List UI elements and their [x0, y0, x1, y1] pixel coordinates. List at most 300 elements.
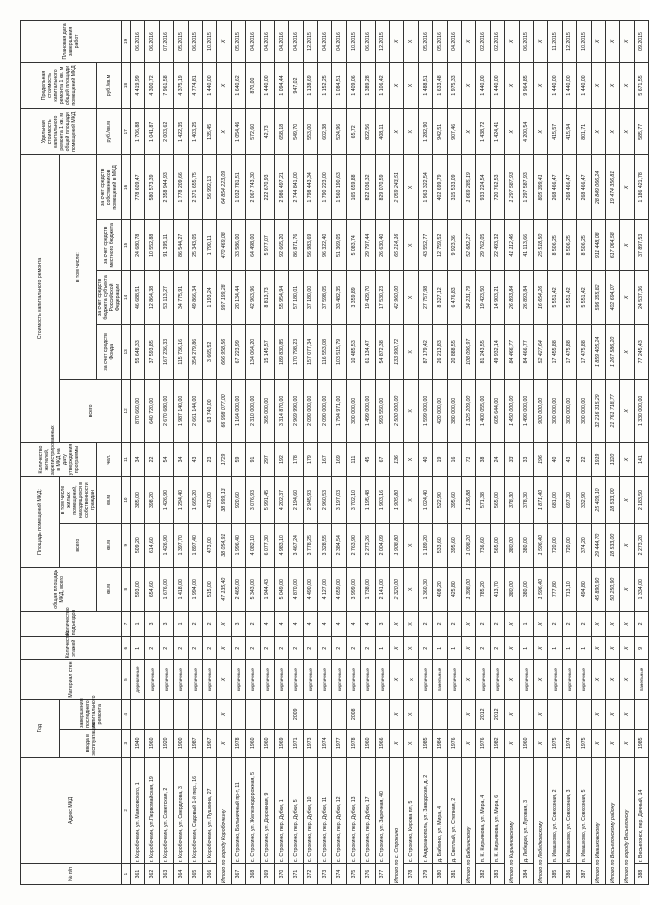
- table-cell: 34 231,79: [461, 271, 475, 324]
- table-cell: 135,45: [202, 109, 216, 155]
- table-cell: 2 986 497,21: [274, 155, 288, 220]
- table-cell: 997 199,28: [217, 271, 231, 324]
- table-cell: 365 000,00: [260, 380, 274, 443]
- table-cell: 3: [145, 611, 159, 636]
- table-cell: кирпичные: [289, 660, 303, 699]
- table-cell: X: [404, 271, 418, 324]
- table-cell: X: [404, 155, 418, 220]
- table-cell: 3 076,93: [246, 477, 260, 523]
- table-cell: кирпичные: [174, 660, 188, 699]
- table-cell: X: [605, 109, 619, 155]
- table-cell: 2: [289, 637, 303, 660]
- table-cell: 1 426,90: [159, 477, 173, 523]
- table-cell: 2: [433, 611, 447, 636]
- subtotal-row: [390, 21, 404, 885]
- table-cell: 38: [476, 442, 490, 477]
- table-cell: 654,60: [145, 567, 159, 611]
- table-cell: 17 455,88: [548, 324, 562, 380]
- table-cell: 1 136,88: [461, 477, 475, 523]
- subtotal-row: [461, 21, 475, 885]
- table-cell: 4: [289, 611, 303, 636]
- table-cell: 494,80: [577, 567, 591, 611]
- table-row: [404, 21, 418, 885]
- table-cell: 1920: [159, 729, 173, 757]
- table-cell: 2: [159, 637, 173, 660]
- table-cell: 167: [318, 442, 332, 477]
- address-cell: г. Коробочкин, Садовый 1-й пер., 16: [188, 757, 202, 864]
- table-cell: 1: [375, 637, 389, 660]
- header-cost-total: всего: [60, 380, 122, 443]
- table-cell: 29 444,70: [591, 523, 605, 567]
- table-cell: 380,00: [505, 567, 519, 611]
- table-cell: [303, 699, 317, 729]
- table-cell: 115 736,16: [174, 324, 188, 380]
- table-cell: 7 961,58: [159, 62, 173, 108]
- table-cell: [519, 699, 533, 729]
- table-cell: 20 888,55: [447, 324, 461, 380]
- table-cell: 658,18: [274, 109, 288, 155]
- table-cell: 92 665,20: [274, 220, 288, 271]
- table-cell: X: [533, 109, 547, 155]
- table-cell: X: [505, 611, 519, 636]
- table-cell: 1 400 055,00: [476, 380, 490, 443]
- table-cell: 2 003,62: [159, 109, 173, 155]
- table-cell: [375, 699, 389, 729]
- table-cell: 1 440,00: [476, 62, 490, 108]
- table-cell: 777,80: [548, 567, 562, 611]
- table-cell: 1971: [289, 729, 303, 757]
- table-cell: 522,90: [433, 477, 447, 523]
- table-cell: X: [620, 523, 634, 567]
- table-cell: 383: [490, 864, 504, 885]
- table-cell: 1 193,24: [202, 271, 216, 324]
- table-cell: 1 596,40: [533, 523, 547, 567]
- table-cell: 1 903,16: [375, 477, 389, 523]
- table-cell: 116 553,08: [318, 324, 332, 380]
- table-cell: X: [404, 109, 418, 155]
- table-cell: 53 113,27: [159, 271, 173, 324]
- table-cell: 2 067 743,30: [246, 155, 260, 220]
- table-cell: 21 761 718,77: [605, 380, 619, 443]
- table-cell: 06.2016: [361, 21, 375, 63]
- table-cell: 375: [346, 864, 360, 885]
- table-cell: 15 145,57: [260, 324, 274, 380]
- header-area-rooms-living: в том числе жилых помещений, находящихся в собственности граждан: [60, 477, 97, 523]
- table-cell: 382: [476, 864, 490, 885]
- table-cell: 2 969 990,00: [289, 380, 303, 443]
- subtotal-row: [533, 21, 547, 885]
- table-cell: 77 245,43: [634, 324, 648, 380]
- table-cell: 2 744 841,00: [289, 155, 303, 220]
- table-cell: X: [404, 729, 418, 757]
- table-cell: 605 644,00: [490, 380, 504, 443]
- header-area-rooms: Площадь помещений МКД:: [21, 477, 60, 567]
- table-cell: X: [605, 660, 619, 699]
- table-cell: 29 762,05: [476, 220, 490, 271]
- table-cell: X: [404, 62, 418, 108]
- table-cell: кирпичные: [346, 660, 360, 699]
- table-cell: 12.2015: [303, 21, 317, 63]
- table-cell: 720 762,53: [490, 155, 504, 220]
- table-cell: X: [461, 699, 475, 729]
- header-cost-federal: за счет средств бюджета субъекта Российской Федерации: [97, 271, 122, 324]
- column-number: 18: [122, 62, 131, 108]
- table-cell: 402 699,79: [433, 155, 447, 220]
- table-cell: X: [390, 729, 404, 757]
- table-cell: 4 127,00: [318, 567, 332, 611]
- table-cell: 54 872,38: [375, 324, 389, 380]
- rotated-table-container: [20, 20, 645, 885]
- table-cell: 300 000,00: [562, 380, 576, 443]
- table-cell: X: [404, 567, 418, 611]
- table-cell: 380,00: [505, 523, 519, 567]
- unit-people: чел.: [97, 442, 122, 477]
- table-cell: 40: [418, 442, 432, 477]
- header-num: № п/п: [21, 864, 122, 885]
- table-cell: 822,56: [361, 109, 375, 155]
- table-cell: 1919: [591, 442, 605, 477]
- table-cell: 1 676,00: [159, 567, 173, 611]
- table-row: [303, 21, 317, 885]
- table-cell: 1: [174, 611, 188, 636]
- header-entrances: Количество подъездов: [21, 611, 122, 636]
- header-walls: Материал стен: [21, 660, 122, 699]
- table-cell: 2: [577, 611, 591, 636]
- header-year: Год: [21, 699, 60, 757]
- table-cell: 2 273,26: [361, 523, 375, 567]
- table-cell: 42 963,96: [246, 271, 260, 324]
- table-cell: 413,70: [490, 567, 504, 611]
- table-cell: 553,00: [303, 109, 317, 155]
- table-cell: 1 440,00: [548, 62, 562, 108]
- table-cell: 1 186 421,78: [634, 155, 648, 220]
- table-cell: X: [505, 637, 519, 660]
- table-cell: 41 113,66: [519, 220, 533, 271]
- table-cell: [260, 699, 274, 729]
- table-cell: 8 327,12: [433, 271, 447, 324]
- table-cell: 1940: [131, 729, 145, 757]
- table-cell: 1 426,90: [159, 523, 173, 567]
- table-cell: 12.2015: [562, 21, 576, 63]
- table-cell: 19 474 356,81: [605, 155, 619, 220]
- column-number: 15: [122, 220, 131, 271]
- table-cell: 05.2016: [418, 21, 432, 63]
- table-cell: 2: [476, 637, 490, 660]
- address-cell: п. Ивашково, ул. Совхозная, 3: [562, 757, 576, 864]
- table-cell: 1: [447, 637, 461, 660]
- table-cell: 1 297 587,93: [519, 155, 533, 220]
- table-cell: 06.2016: [145, 21, 159, 63]
- table-cell: X: [217, 729, 231, 757]
- table-cell: 1 418,00: [174, 567, 188, 611]
- table-cell: 2 371 655,75: [188, 155, 202, 220]
- table-cell: X: [390, 637, 404, 660]
- table-cell: 5 083,74: [346, 220, 360, 271]
- table-row: [332, 21, 346, 885]
- table-row: [634, 21, 648, 885]
- table-cell: кирпичные: [260, 660, 274, 699]
- table-cell: X: [404, 380, 418, 443]
- column-number: 16: [122, 155, 131, 220]
- table-cell: 16: [447, 442, 461, 477]
- table-cell: 395,60: [447, 523, 461, 567]
- table-cell: [447, 699, 461, 729]
- table-cell: 1 488,51: [418, 62, 432, 108]
- table-cell: X: [620, 477, 634, 523]
- table-cell: 2: [490, 637, 504, 660]
- header-planned-date: Плановая дата завершения работ: [21, 21, 122, 63]
- table-cell: 1 794 971,00: [332, 380, 346, 443]
- table-cell: 49 866,34: [188, 271, 202, 324]
- table-cell: 3 702,10: [346, 477, 360, 523]
- table-cell: 398,20: [145, 477, 159, 523]
- table-cell: 3 328,55: [318, 523, 332, 567]
- table-cell: 2 945,93: [303, 477, 317, 523]
- table-cell: 5 049,00: [274, 567, 288, 611]
- table-cell: 470 469,08: [217, 220, 231, 271]
- table-cell: 596 355,82: [591, 271, 605, 324]
- table-cell: 27 757,98: [418, 271, 432, 324]
- subtotal-label: Итого по городу Весьегонску: [620, 757, 634, 884]
- table-cell: 54: [159, 442, 173, 477]
- table-cell: 1 054,46: [231, 109, 245, 155]
- table-cell: панельные: [433, 660, 447, 699]
- table-cell: 387: [577, 864, 591, 885]
- table-cell: 1 389,28: [361, 62, 375, 108]
- table-row: [202, 21, 216, 885]
- table-cell: 157 077,34: [303, 324, 317, 380]
- table-cell: 408,20: [433, 567, 447, 611]
- table-cell: 06.2016: [131, 21, 145, 63]
- table-cell: X: [505, 21, 519, 63]
- table-row: [159, 21, 173, 885]
- table-cell: X: [533, 21, 547, 63]
- table-cell: 1985: [634, 729, 648, 757]
- table-cell: 1978: [346, 729, 360, 757]
- address-cell: п. Ивашково, ул. Совхозная, 2: [548, 757, 562, 864]
- table-cell: 1987: [188, 729, 202, 757]
- table-row: [548, 21, 562, 885]
- table-cell: 26 213,83: [433, 324, 447, 380]
- table-cell: X: [404, 611, 418, 636]
- table-cell: [231, 699, 245, 729]
- table-cell: 368: [246, 864, 260, 885]
- table-cell: 2 183,50: [634, 477, 648, 523]
- subtotal-label: Итого по Ивашковскому: [591, 757, 605, 884]
- header-cost-owners: за счет средств собственников помещений в МКД: [97, 155, 122, 220]
- table-cell: 4 983,10: [274, 523, 288, 567]
- address-cell: п. Ивашково, ул. Совхозная, 5: [577, 757, 591, 864]
- table-cell: 1 963 322,54: [418, 155, 432, 220]
- table-cell: X: [404, 660, 418, 699]
- table-cell: 67 223,99: [231, 324, 245, 380]
- address-cell: г. Коробочкин, ул. Советская, 2: [159, 757, 173, 864]
- unit-sqm-1: кв.м: [97, 567, 122, 611]
- table-cell: 4 870,00: [289, 567, 303, 611]
- table-row: [131, 21, 145, 885]
- table-cell: 1 440,00: [202, 62, 216, 108]
- table-cell: кирпичные: [577, 660, 591, 699]
- table-cell: 37 598,05: [318, 271, 332, 324]
- table-cell: 386: [562, 864, 576, 885]
- table-cell: кирпичные: [375, 660, 389, 699]
- table-cell: 315 533,09: [447, 155, 461, 220]
- table-cell: 1 084,51: [332, 62, 346, 108]
- table-cell: X: [591, 62, 605, 108]
- table-cell: 1969: [274, 729, 288, 757]
- table-cell: 1 706,88: [131, 109, 145, 155]
- table-cell: 2 763,90: [346, 523, 360, 567]
- table-cell: 2: [202, 637, 216, 660]
- table-cell: 1 738,00: [361, 567, 375, 611]
- table-cell: 4 774,81: [188, 62, 202, 108]
- table-cell: 805 399,41: [533, 155, 547, 220]
- table-cell: 66 998 077,00: [217, 380, 231, 443]
- table-cell: 22: [577, 442, 591, 477]
- table-cell: X: [620, 729, 634, 757]
- table-cell: 91 395,11: [159, 220, 173, 271]
- table-cell: 388: [634, 864, 648, 885]
- table-cell: 65,72: [346, 109, 360, 155]
- table-cell: 1: [519, 637, 533, 660]
- table-cell: X: [461, 21, 475, 63]
- table-cell: 2 500 000,00: [390, 380, 404, 443]
- table-cell: 2: [274, 637, 288, 660]
- table-cell: 378,30: [505, 477, 519, 523]
- table-cell: 1976: [447, 729, 461, 757]
- table-cell: 10 552,88: [145, 220, 159, 271]
- table-cell: 26 630,40: [375, 220, 389, 271]
- table-cell: 3: [375, 611, 389, 636]
- table-cell: 920,60: [231, 477, 245, 523]
- table-cell: 24 680,78: [131, 220, 145, 271]
- subtotal-row: [605, 21, 619, 885]
- column-number: 7: [122, 611, 131, 636]
- table-cell: 11.2015: [548, 21, 562, 63]
- table-cell: 50 250,90: [605, 567, 619, 611]
- table-cell: X: [591, 637, 605, 660]
- table-cell: 24: [490, 442, 504, 477]
- table-cell: 5 551,42: [548, 271, 562, 324]
- address-cell: с. Строкино, пер. Дубки, 12: [332, 757, 346, 864]
- address-cell: г. Весьегонск, пер. Дачный, 14: [634, 757, 648, 864]
- table-cell: 04.2016: [332, 21, 346, 63]
- table-cell: 370: [274, 864, 288, 885]
- table-cell: X: [217, 21, 231, 63]
- table-cell: 365: [188, 864, 202, 885]
- table-cell: 900 000,00: [533, 380, 547, 443]
- table-row: [490, 21, 504, 885]
- table-cell: 2 320,00: [390, 567, 404, 611]
- table-cell: 2: [246, 611, 260, 636]
- table-cell: 37 897,53: [634, 220, 648, 271]
- table-cell: 408,11: [375, 109, 389, 155]
- table-cell: 1 438,72: [476, 109, 490, 155]
- table-cell: 178: [289, 442, 303, 477]
- table-cell: 785,20: [476, 567, 490, 611]
- table-cell: 65 214,16: [390, 220, 404, 271]
- table-cell: 192: [274, 442, 288, 477]
- table-cell: 37 593,85: [145, 324, 159, 380]
- table-cell: 2: [490, 611, 504, 636]
- table-cell: кирпичные: [159, 660, 173, 699]
- table-cell: 385: [548, 864, 562, 885]
- table-cell: 179: [303, 442, 317, 477]
- table-cell: 4: [332, 611, 346, 636]
- table-cell: X: [217, 660, 231, 699]
- table-cell: 1 152,25: [318, 62, 332, 108]
- table-cell: 778 609,47: [131, 155, 145, 220]
- table-cell: X: [505, 660, 519, 699]
- address-cell: с. Строкино, пер. Дубки, 13: [346, 757, 360, 864]
- table-cell: 376: [361, 864, 375, 885]
- subtotal-label: Итого по городу Коробочкину: [217, 757, 231, 884]
- table-cell: 617 064,58: [605, 220, 619, 271]
- table-cell: 1 996,40: [231, 523, 245, 567]
- table-cell: кирпичные: [202, 660, 216, 699]
- table-cell: X: [533, 62, 547, 108]
- table-cell: 364: [174, 864, 188, 885]
- table-cell: 2: [346, 637, 360, 660]
- table-cell: X: [404, 637, 418, 660]
- table-cell: 379: [418, 864, 432, 885]
- table-cell: [274, 699, 288, 729]
- table-cell: 10.2015: [202, 21, 216, 63]
- table-row: [246, 21, 260, 885]
- table-cell: 1 908,80: [390, 523, 404, 567]
- column-number-row: [122, 21, 131, 885]
- address-cell: с. Строкино, ул. Заречная, 40: [375, 757, 389, 864]
- table-cell: X: [217, 699, 231, 729]
- table-cell: [361, 699, 375, 729]
- table-cell: [246, 699, 260, 729]
- table-cell: 4 659,00: [332, 567, 346, 611]
- table-cell: X: [533, 699, 547, 729]
- table-cell: 713,10: [562, 567, 576, 611]
- table-cell: X: [404, 477, 418, 523]
- table-cell: X: [461, 729, 475, 757]
- table-cell: 911 448,08: [591, 220, 605, 271]
- table-cell: 1 334,00: [634, 567, 648, 611]
- table-cell: 26 893,84: [505, 271, 519, 324]
- table-body: [131, 21, 649, 885]
- column-number: 12: [122, 380, 131, 443]
- table-cell: 2: [303, 637, 317, 660]
- table-cell: 1 778 209,66: [174, 155, 188, 220]
- table-row: [577, 21, 591, 885]
- table-cell: 585,77: [634, 109, 648, 155]
- table-cell: 2012: [490, 699, 504, 729]
- table-cell: 3 359,89: [346, 271, 360, 324]
- table-cell: X: [217, 637, 231, 660]
- table-cell: 38 054,91: [217, 523, 231, 567]
- table-cell: 1 633,48: [433, 62, 447, 108]
- table-cell: 1 440,00: [577, 62, 591, 108]
- table-cell: 05.2015: [231, 21, 245, 63]
- table-cell: 2: [447, 611, 461, 636]
- table-cell: 1 094,44: [274, 62, 288, 108]
- table-row: [145, 21, 159, 885]
- table-cell: 1 360,30: [418, 567, 432, 611]
- table-cell: 59: [231, 442, 245, 477]
- table-cell: 1 897,40: [188, 523, 202, 567]
- table-cell: 63 740,00: [202, 380, 216, 443]
- table-cell: 473,00: [202, 523, 216, 567]
- table-cell: кирпичные: [361, 660, 375, 699]
- table-cell: 55 648,33: [131, 324, 145, 380]
- table-cell: 565,00: [490, 477, 504, 523]
- table-cell: 6 077,30: [260, 523, 274, 567]
